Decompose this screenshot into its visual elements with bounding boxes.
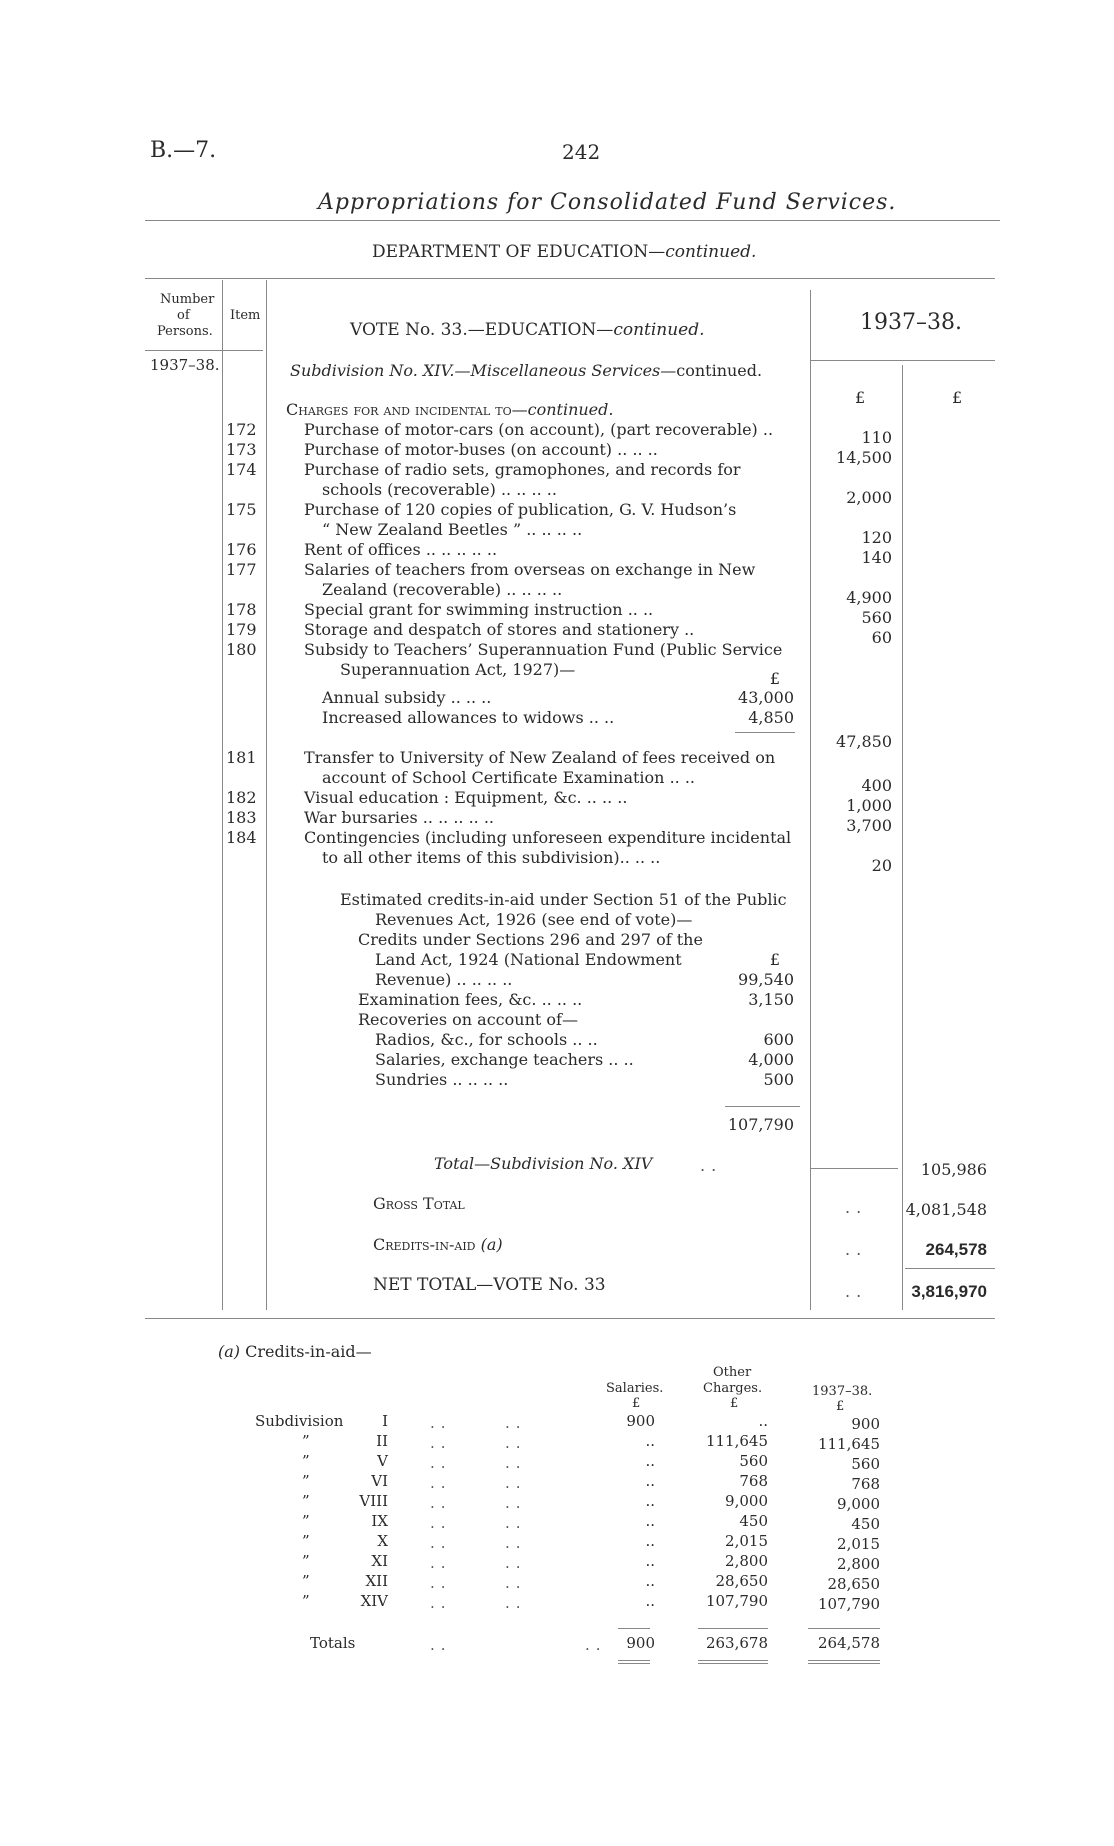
persons-year: 1937–38. (150, 356, 220, 374)
footnote-leader-dots: .. (430, 1474, 452, 1492)
item-description-line: Salaries of teachers from overseas on exchange in New (304, 560, 756, 579)
footnote-other-cell: .. (758, 1412, 768, 1430)
footnote-ditto-mark: ” (302, 1552, 310, 1570)
item-number: 179 (226, 620, 257, 639)
credits-est-revenue-label: Revenue) .. .. .. .. (375, 970, 513, 989)
footnote-total-cell: 28,650 (827, 1575, 880, 1593)
footnote-pound-salaries: £ (632, 1396, 641, 1411)
pound-sign-col1: £ (855, 388, 866, 407)
footnote-sum-rule-2 (698, 1628, 768, 1629)
department-continued: continued. (665, 242, 757, 262)
footnote-leader-dots: .. (430, 1454, 452, 1472)
item-number: 174 (226, 460, 257, 479)
page-number: 242 (562, 140, 601, 164)
subdivision-title (290, 361, 762, 380)
footnote-subdivision-label: Subdivision (255, 1412, 344, 1430)
footnote-subdivision-numeral: VI (371, 1472, 388, 1490)
footnote-totals-label: Totals (310, 1634, 356, 1652)
footnote-leader-dots: .. (505, 1494, 527, 1512)
footnote-ditto-mark: ” (302, 1592, 310, 1610)
footnote-col-other2: Charges. (703, 1381, 763, 1396)
footnote-leader-dots: .. (430, 1594, 452, 1612)
vote-title-continued: continued. (613, 320, 705, 340)
footnote-marker: (a) (218, 1342, 241, 1361)
item-number: 177 (226, 560, 257, 579)
credits-in-aid-note: (a) (480, 1235, 503, 1254)
footnote-ditto-mark: ” (302, 1472, 310, 1490)
footnote-col-salaries: Salaries. (606, 1381, 664, 1396)
footnote-total-cell: 107,790 (817, 1595, 880, 1613)
footnote-other-cell: 9,000 (725, 1492, 768, 1510)
charges-heading-continued: continued. (527, 400, 614, 419)
footnote-subdivision-numeral: IX (371, 1512, 388, 1530)
footnote-double-rule-1b (618, 1663, 650, 1664)
subdivision-continued: continued. (676, 361, 763, 380)
footnote-leader-dots: .. (430, 1494, 452, 1512)
footnote-totals-dots: .. (430, 1636, 452, 1654)
footnote-double-rule-2b (698, 1663, 768, 1664)
item-description-line: Transfer to University of New Zealand of fees received on (304, 748, 776, 767)
vote-title (350, 320, 705, 340)
item-amount: 14,500 (836, 448, 892, 467)
footnote-total-cell: 900 (851, 1415, 880, 1433)
credits-value-rule (905, 1268, 995, 1269)
item-description-line: “ New Zealand Beetles ” .. .. .. .. (322, 520, 583, 539)
department-name: DEPARTMENT OF EDUCATION— (372, 242, 666, 262)
credits-in-aid-value: 264,578 (925, 1240, 987, 1259)
footnote-other-cell: 107,790 (705, 1592, 768, 1610)
department-heading (372, 242, 756, 262)
footnote-salaries-cell: .. (645, 1572, 655, 1590)
footnote-leader-dots: .. (505, 1454, 527, 1472)
footnote-subdivision-numeral: V (377, 1452, 388, 1470)
item-number: 182 (226, 788, 257, 807)
credits-est-radios: 600 (763, 1030, 794, 1049)
footnote-salaries-cell: .. (645, 1492, 655, 1510)
footnote-leader-dots: .. (430, 1414, 452, 1432)
charges-heading-text: Charges for and incidental to— (286, 400, 528, 419)
subsidy-widows-label: Increased allowances to widows .. .. (322, 708, 615, 727)
footnote-salaries-cell: .. (645, 1592, 655, 1610)
item-description-line: Purchase of 120 copies of publication, G. V. Hudson’s (304, 500, 737, 519)
subsidy-annual-value: 43,000 (738, 688, 794, 707)
credits-est-recoveries: Recoveries on account of— (358, 1010, 578, 1029)
footnote-other-cell: 2,015 (725, 1532, 768, 1550)
col-of-label: of (177, 308, 190, 323)
item-description-line: Zealand (recoverable) .. .. .. .. (322, 580, 563, 599)
header-bottom-rule (145, 350, 263, 351)
item-amount: 2,000 (846, 488, 892, 507)
item-amount: 560 (861, 608, 892, 627)
year-rule (810, 360, 995, 361)
item-amount: 1,000 (846, 796, 892, 815)
footnote-subdivision-numeral: I (382, 1412, 388, 1430)
credits-est-line1: Estimated credits-in-aid under Section 51 of the Public (340, 890, 787, 909)
footnote-total-cell: 2,800 (837, 1555, 880, 1573)
footnote-salaries-cell: .. (645, 1452, 655, 1470)
footnote-leader-dots: .. (430, 1514, 452, 1532)
table-top-rule (145, 278, 995, 279)
footnote-leader-dots: .. (505, 1414, 527, 1432)
footnote-col-other1: Other (713, 1365, 752, 1380)
credits-est-pound: £ (769, 950, 780, 969)
col-item-label: Item (230, 308, 261, 323)
footnote-other-cell: 450 (739, 1512, 768, 1530)
footnote-leader-dots: .. (430, 1554, 452, 1572)
item-description-line: Subsidy to Teachers’ Superannuation Fund (Public Service (304, 640, 783, 659)
footnote-subdivision-numeral: II (376, 1432, 388, 1450)
rule-item (266, 280, 267, 1310)
footnote-totals-dots-2: .. (585, 1636, 607, 1654)
credits-est-radios-label: Radios, &c., for schools .. .. (375, 1030, 598, 1049)
net-total-dots: .. (845, 1282, 868, 1301)
item-amount: 20 (871, 856, 892, 875)
item-description-line: Visual education : Equipment, &c. .. .. .. (304, 788, 628, 807)
col-number-label: Number (160, 292, 215, 307)
item-description-line: War bursaries .. .. .. .. .. (304, 808, 495, 827)
item-description-line: to all other items of this subdivision).. .. .. (322, 848, 661, 867)
credits-est-exam: 3,150 (748, 990, 794, 1009)
footnote-total-cell: 450 (851, 1515, 880, 1533)
footnote-subdivision-numeral: XIV (360, 1592, 388, 1610)
footnote-total-cell: 768 (851, 1475, 880, 1493)
credits-est-salaries: 4,000 (748, 1050, 794, 1069)
item-number: 176 (226, 540, 257, 559)
subsidy-total: 47,850 (836, 732, 892, 751)
item-number: 172 (226, 420, 257, 439)
subdivision-total-label: Total—Subdivision No. XIV (434, 1154, 653, 1173)
footnote-other-cell: 560 (739, 1452, 768, 1470)
item-amount: 400 (861, 776, 892, 795)
item-description-line: Special grant for swimming instruction .. .. (304, 600, 654, 619)
footnote-ditto-mark: ” (302, 1492, 310, 1510)
footnote-double-rule-1a (618, 1660, 650, 1661)
gross-total-dots: .. (845, 1198, 868, 1217)
footnote-leader-dots: .. (430, 1574, 452, 1592)
item-number: 173 (226, 440, 257, 459)
footnote-subdivision-numeral: VIII (359, 1492, 388, 1510)
footnote-other-cell: 2,800 (725, 1552, 768, 1570)
footnote-leader-dots: .. (430, 1434, 452, 1452)
footnote-sum-rule-1 (618, 1628, 650, 1629)
footnote-salaries-cell: 900 (626, 1412, 655, 1430)
credits-est-line2: Revenues Act, 1926 (see end of vote)— (375, 910, 693, 929)
footnote-leader-dots: .. (505, 1594, 527, 1612)
footnote-ditto-mark: ” (302, 1532, 310, 1550)
gross-total-label: Gross Total (373, 1194, 465, 1213)
item-amount: 110 (861, 428, 892, 447)
footnote-double-rule-3b (808, 1663, 880, 1664)
credits-est-rule (725, 1106, 800, 1107)
footnote-subdivision-numeral: XI (371, 1552, 388, 1570)
col-persons-label: Persons. (157, 324, 213, 339)
item-amount: 120 (861, 528, 892, 547)
footnote-other-cell: 768 (739, 1472, 768, 1490)
footnote-ditto-mark: ” (302, 1432, 310, 1450)
subsidy-pound: £ (769, 669, 780, 688)
footnote-other-cell: 111,645 (705, 1432, 768, 1450)
footnote-total-cell: 2,015 (837, 1535, 880, 1553)
credits-est-total: 107,790 (727, 1115, 794, 1134)
item-amount: 4,900 (846, 588, 892, 607)
item-amount: 60 (871, 628, 892, 647)
pound-sign-col2: £ (952, 388, 963, 407)
footnote-sum-rule-3 (808, 1628, 880, 1629)
credits-est-exam-label: Examination fees, &c. .. .. .. (358, 990, 583, 1009)
credits-est-line4: Land Act, 1924 (National Endowment (375, 950, 682, 969)
footnote-subdivision-numeral: X (377, 1532, 388, 1550)
vote-title-text: VOTE No. 33.—EDUCATION— (350, 320, 614, 340)
footnote-leader-dots: .. (505, 1554, 527, 1572)
item-amount: 140 (861, 548, 892, 567)
subdivision-title-text: Subdivision No. XIV.—Miscellaneous Services— (290, 361, 677, 380)
footnote-col-year: 1937–38. (812, 1384, 873, 1399)
footnote-salaries-cell: .. (645, 1552, 655, 1570)
footnote-totals-total: 264,578 (817, 1634, 880, 1652)
charges-heading (286, 400, 613, 420)
footnote-title (218, 1342, 372, 1362)
item-description-line: account of School Certificate Examination .. .. (322, 768, 695, 787)
subdivision-total-value: 105,986 (920, 1160, 987, 1179)
subdivision-total-rule (810, 1168, 898, 1169)
item-description-line: Rent of offices .. .. .. .. .. (304, 540, 498, 559)
footnote-total-cell: 9,000 (837, 1495, 880, 1513)
footnote-salaries-cell: .. (645, 1472, 655, 1490)
item-description-line: Contingencies (including unforeseen expenditure incidental (304, 828, 792, 847)
rule-totals (902, 365, 903, 1310)
header-rule (145, 220, 1000, 221)
footnote-salaries-cell: .. (645, 1512, 655, 1530)
year-heading: 1937–38. (860, 310, 962, 335)
footnote-title-text: Credits-in-aid— (245, 1342, 372, 1361)
footnote-double-rule-2a (698, 1660, 768, 1661)
credits-est-sundries: 500 (763, 1070, 794, 1089)
item-description-line: Purchase of motor-cars (on account), (part recoverable) .. (304, 420, 774, 439)
footnote-leader-dots: .. (505, 1534, 527, 1552)
footnote-leader-dots: .. (505, 1514, 527, 1532)
footnote-pound-year: £ (836, 1399, 845, 1414)
item-description-line: Purchase of motor-buses (on account) .. .. .. (304, 440, 658, 459)
item-amount: 3,700 (846, 816, 892, 835)
item-number: 183 (226, 808, 257, 827)
footnote-ditto-mark: ” (302, 1512, 310, 1530)
footnote-ditto-mark: ” (302, 1452, 310, 1470)
footnote-other-cell: 28,650 (715, 1572, 768, 1590)
net-total-label: NET TOTAL—VOTE No. 33 (373, 1275, 606, 1295)
footnote-salaries-cell: .. (645, 1432, 655, 1450)
footnote-total-cell: 111,645 (817, 1435, 880, 1453)
footnote-ditto-mark: ” (302, 1572, 310, 1590)
footnote-double-rule-3a (808, 1660, 880, 1661)
footnote-leader-dots: .. (505, 1574, 527, 1592)
item-number: 175 (226, 500, 257, 519)
subsidy-widows-value: 4,850 (748, 708, 794, 727)
item-description-line: Purchase of radio sets, gramophones, and records for (304, 460, 741, 479)
running-title: Appropriations for Consolidated Fund Services. (318, 190, 897, 215)
footnote-leader-dots: .. (505, 1434, 527, 1452)
footnote-salaries-cell: .. (645, 1532, 655, 1550)
footnote-leader-dots: .. (430, 1534, 452, 1552)
footnote-totals-salaries: 900 (626, 1634, 655, 1652)
gross-total-value: 4,081,548 (905, 1200, 987, 1219)
subsidy-annual-label: Annual subsidy .. .. .. (322, 688, 492, 707)
item-description-line: schools (recoverable) .. .. .. .. (322, 480, 557, 499)
subsidy-rule (735, 732, 795, 733)
credits-est-revenue: 99,540 (738, 970, 794, 989)
item-description-line: Storage and despatch of stores and stationery .. (304, 620, 695, 639)
subdivision-total-dots: .. (700, 1156, 723, 1175)
footnote-total-cell: 560 (851, 1455, 880, 1473)
credits-est-sundries-label: Sundries .. .. .. .. (375, 1070, 509, 1089)
footnote-leader-dots: .. (505, 1474, 527, 1492)
credits-est-salaries-label: Salaries, exchange teachers .. .. (375, 1050, 634, 1069)
footnote-pound-other: £ (730, 1396, 739, 1411)
bottom-rule (145, 1318, 995, 1319)
document-reference: B.—7. (150, 138, 217, 163)
credits-in-aid-label (373, 1235, 503, 1255)
credits-in-aid-dots: .. (845, 1240, 868, 1259)
item-description-line: Superannuation Act, 1927)— (340, 660, 576, 679)
footnote-totals-other: 263,678 (705, 1634, 768, 1652)
item-number: 184 (226, 828, 257, 847)
rule-persons (222, 280, 223, 1310)
footnote-subdivision-numeral: XII (365, 1572, 388, 1590)
credits-in-aid-text: Credits-in-aid (373, 1235, 476, 1254)
item-number: 181 (226, 748, 257, 767)
credits-est-line3: Credits under Sections 296 and 297 of the (358, 930, 703, 949)
item-number: 180 (226, 640, 257, 659)
item-number: 178 (226, 600, 257, 619)
net-total-value: 3,816,970 (911, 1282, 987, 1301)
